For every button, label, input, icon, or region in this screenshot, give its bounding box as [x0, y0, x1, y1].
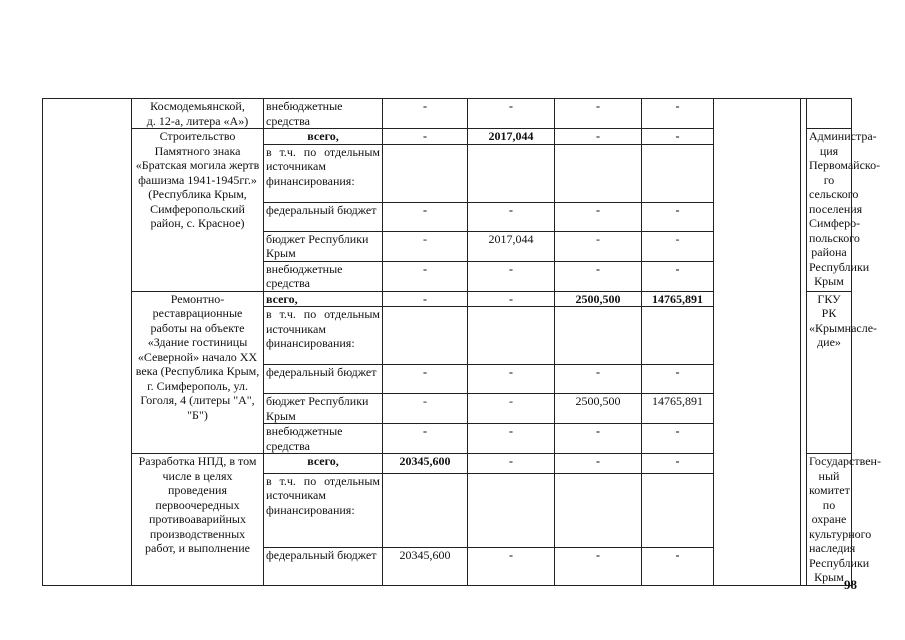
value-cell: - [555, 231, 642, 261]
measure-name: Разработка НПД, в том числе в целях проведения первоочередных противоаварийных производственных работ, и выполнение [132, 454, 264, 586]
value-cell: - [642, 129, 714, 145]
value-cell: - [555, 365, 642, 394]
value-cell [555, 473, 642, 547]
value-cell: - [642, 261, 714, 291]
value-cell: - [642, 424, 714, 454]
value-cell: - [468, 99, 555, 129]
value-cell: - [468, 454, 555, 474]
value-cell: - [383, 261, 468, 291]
value-cell: - [642, 365, 714, 394]
value-cell: - [468, 394, 555, 424]
value-cell: 2500,500 [555, 291, 642, 307]
value-cell [642, 144, 714, 202]
value-cell: 14765,891 [642, 291, 714, 307]
source-label: бюджет Республики Крым [264, 394, 383, 424]
value-cell: - [555, 261, 642, 291]
value-cell: - [642, 99, 714, 129]
measure-name: Ремонтно-реставрационные работы на объекте «Здание гостиницы «Северной» начало XX века (Республика Крым, г. Симферополь, ул. Гоголя, 4 (литеры "А", "Б") [132, 291, 264, 454]
executor-cell: Администра-ция Первомайско-го сельского поселения Симферо-польского района Республики Крым [807, 129, 852, 292]
value-cell: 2017,044 [468, 129, 555, 145]
page-number: 98 [844, 577, 857, 592]
source-label: внебюджетные средства [264, 424, 383, 454]
value-cell: - [468, 424, 555, 454]
executor-cell [807, 99, 852, 129]
source-label: внебюджетные средства [264, 261, 383, 291]
value-cell: - [468, 202, 555, 231]
value-cell: - [555, 548, 642, 585]
value-cell: - [468, 261, 555, 291]
value-cell: 20345,600 [383, 548, 468, 585]
source-label: всего, [264, 454, 383, 474]
source-label: федеральный бюджет [264, 548, 383, 585]
value-cell: - [383, 99, 468, 129]
source-label: федеральный бюджет [264, 365, 383, 394]
value-cell: - [555, 202, 642, 231]
value-cell: - [642, 231, 714, 261]
value-cell: - [383, 129, 468, 145]
value-cell: - [555, 454, 642, 474]
value-cell: 2500,500 [555, 394, 642, 424]
value-cell [555, 144, 642, 202]
measure-name: Строительство Памятного знака «Братская могила жертв фашизма 1941-1945гг.» (Республика Крым, Симферопольский район, с. Красное) [132, 129, 264, 292]
source-label: бюджет Республики Крым [264, 231, 383, 261]
source-label: в т.ч. по отдельным источникам финансирования: [264, 144, 383, 202]
source-label: всего, [264, 129, 383, 145]
value-cell: - [555, 99, 642, 129]
value-cell: 20345,600 [383, 454, 468, 474]
value-cell [468, 144, 555, 202]
value-cell [468, 473, 555, 547]
executor-cell: ГКУ РК «Крымнасле-дие» [807, 291, 852, 454]
value-cell: - [468, 548, 555, 585]
index-cell [43, 99, 132, 586]
value-cell: - [383, 424, 468, 454]
source-label: в т.ч. по отдельным источникам финансирования: [264, 307, 383, 365]
value-cell: - [468, 365, 555, 394]
value-cell: - [555, 129, 642, 145]
value-cell: - [383, 365, 468, 394]
value-cell: - [642, 202, 714, 231]
executor-cell: Государствен-ный комитет по охране культурного наследия Республики Крым [807, 454, 852, 586]
value-cell: - [642, 548, 714, 585]
source-label: федеральный бюджет [264, 202, 383, 231]
value-cell: - [383, 202, 468, 231]
value-cell: - [642, 454, 714, 474]
value-cell [383, 473, 468, 547]
value-cell: 14765,891 [642, 394, 714, 424]
value-cell [383, 144, 468, 202]
value-cell: - [555, 424, 642, 454]
value-cell [383, 307, 468, 365]
value-cell [642, 473, 714, 547]
source-label: всего, [264, 291, 383, 307]
value-cell: - [383, 291, 468, 307]
value-cell [555, 307, 642, 365]
source-label: внебюджетные средства [264, 99, 383, 129]
value-cell [642, 307, 714, 365]
value-cell: 2017,044 [468, 231, 555, 261]
value-cell: - [468, 291, 555, 307]
blank-cell [714, 99, 801, 586]
value-cell: - [383, 394, 468, 424]
value-cell [468, 307, 555, 365]
measure-name: Космодемьянской, д. 12-а, литера «А») [132, 99, 264, 129]
value-cell: - [383, 231, 468, 261]
source-label: в т.ч. по отдельным источникам финансирования: [264, 473, 383, 547]
